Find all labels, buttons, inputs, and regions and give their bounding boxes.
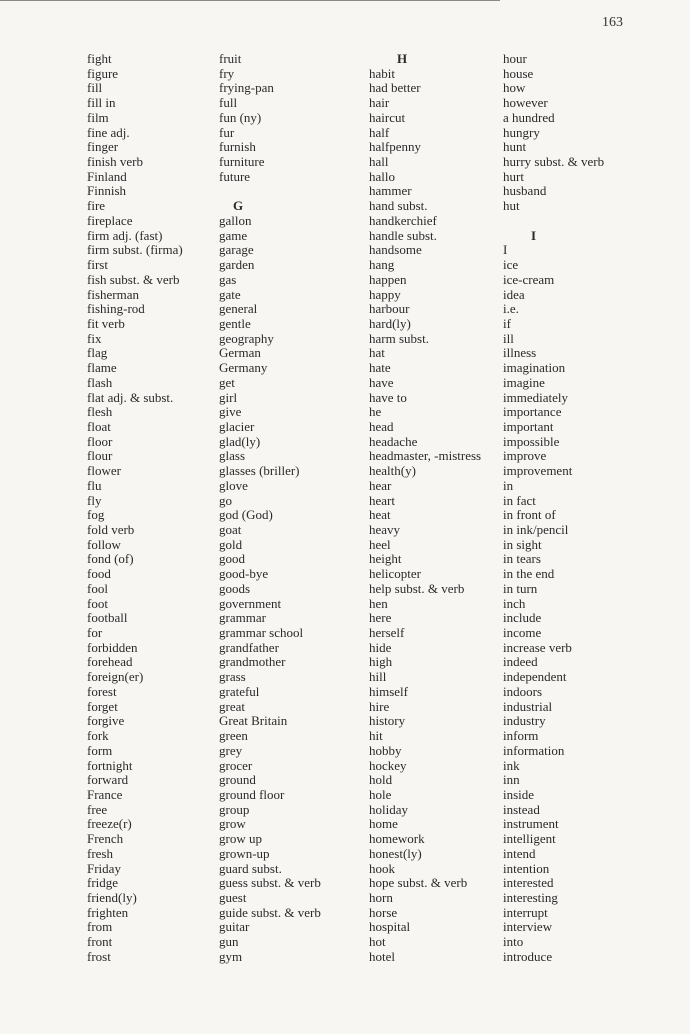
word-entry: headmaster, -mistress bbox=[369, 448, 482, 464]
word-entry: float bbox=[87, 418, 111, 434]
word-entry: Finland bbox=[87, 168, 127, 184]
word-entry: general bbox=[219, 301, 258, 317]
word-entry: flash bbox=[87, 374, 113, 390]
word-entry: hire bbox=[369, 698, 390, 714]
word-entry: glacier bbox=[219, 418, 255, 434]
word-entry: hit bbox=[369, 728, 383, 744]
word-entry: guide subst. & verb bbox=[219, 904, 321, 920]
word-entry: grey bbox=[219, 742, 243, 758]
word-entry: hope subst. & verb bbox=[369, 875, 468, 891]
word-entry: gate bbox=[219, 286, 241, 302]
word-entry: fond (of) bbox=[87, 551, 134, 567]
word-entry: geography bbox=[219, 330, 274, 346]
word-entry: future bbox=[219, 168, 251, 184]
word-entry: firm subst. (firma) bbox=[87, 242, 183, 258]
word-entry: great bbox=[219, 698, 245, 714]
spacer bbox=[503, 214, 604, 229]
word-entry: have to bbox=[369, 389, 407, 405]
word-entry: floor bbox=[87, 433, 113, 449]
word-entry: firm adj. (fast) bbox=[87, 227, 163, 243]
word-entry: improve bbox=[503, 448, 547, 464]
word-entry: goods bbox=[219, 580, 251, 596]
word-entry: get bbox=[219, 374, 235, 390]
word-entry: grow bbox=[219, 816, 246, 832]
word-entry: ill bbox=[503, 330, 514, 346]
word-entry: into bbox=[503, 934, 524, 950]
word-entry: freeze(r) bbox=[87, 816, 132, 832]
word-entry: history bbox=[369, 713, 406, 729]
word-entry: health(y) bbox=[369, 463, 416, 479]
word-entry: good-bye bbox=[219, 566, 269, 582]
word-entry: independent bbox=[503, 669, 567, 685]
word-entry: fry bbox=[219, 65, 235, 81]
top-rule bbox=[0, 0, 500, 1]
word-entry: furniture bbox=[219, 154, 265, 170]
word-entry: a hundred bbox=[503, 109, 555, 125]
word-entry: industrial bbox=[503, 698, 553, 714]
word-entry: importance bbox=[503, 404, 562, 420]
word-entry: himself bbox=[369, 683, 408, 699]
word-entry: fold verb bbox=[87, 522, 135, 537]
word-entry: fog bbox=[87, 507, 105, 523]
word-column-3 bbox=[369, 52, 481, 965]
word-entry: fix bbox=[87, 330, 102, 346]
word-entry: grow up bbox=[219, 831, 262, 847]
word-entry: garage bbox=[219, 242, 254, 258]
letter-heading bbox=[503, 229, 604, 244]
word-entry: ground bbox=[219, 772, 256, 788]
word-entry: imagine bbox=[503, 374, 545, 390]
word-entry: hammer bbox=[369, 183, 412, 199]
word-entry: fine adj. bbox=[87, 124, 130, 140]
word-entry: hen bbox=[369, 595, 388, 611]
word-entry: heavy bbox=[369, 522, 401, 537]
word-entry: grandmother bbox=[219, 654, 286, 670]
word-entry: hold bbox=[369, 772, 393, 788]
word-entry: gun bbox=[219, 934, 239, 950]
word-entry: inform bbox=[503, 728, 539, 744]
word-entry: halfpenny bbox=[369, 139, 421, 155]
word-entry: had better bbox=[369, 80, 421, 96]
word-entry: gas bbox=[219, 271, 237, 287]
word-entry: house bbox=[503, 65, 534, 81]
word-entry: fur bbox=[219, 124, 235, 140]
word-entry: hospital bbox=[369, 919, 411, 935]
word-entry: important bbox=[503, 418, 554, 434]
word-entry: fit verb bbox=[87, 315, 125, 331]
word-entry: group bbox=[219, 801, 250, 817]
word-entry: forest bbox=[87, 683, 117, 699]
word-column-1 bbox=[87, 52, 183, 965]
word-entry: how bbox=[503, 80, 526, 96]
word-entry: head bbox=[369, 418, 394, 434]
word-entry: grass bbox=[219, 669, 246, 685]
word-entry: in tears bbox=[503, 551, 541, 567]
word-entry: however bbox=[503, 95, 548, 111]
word-entry: he bbox=[369, 404, 382, 420]
word-entry: fill bbox=[87, 80, 103, 96]
word-entry: hand subst. bbox=[369, 198, 428, 214]
word-entry: hook bbox=[369, 860, 395, 876]
word-entry: intention bbox=[503, 860, 550, 876]
word-entry: film bbox=[87, 109, 109, 125]
word-entry: heart bbox=[369, 492, 395, 508]
word-entry: finger bbox=[87, 139, 119, 155]
letter-heading bbox=[369, 52, 481, 67]
word-entry: hurry subst. & verb bbox=[503, 154, 605, 170]
word-entry: helicopter bbox=[369, 566, 421, 582]
word-entry: husband bbox=[503, 183, 547, 199]
word-entry: frost bbox=[87, 948, 111, 964]
word-entry: frying-pan bbox=[219, 80, 274, 96]
word-entry: glass bbox=[219, 448, 245, 464]
word-entry: improvement bbox=[503, 463, 573, 479]
word-entry: idea bbox=[503, 286, 525, 302]
word-entry: hair bbox=[369, 95, 390, 111]
word-entry: holiday bbox=[369, 801, 408, 817]
word-entry: horn bbox=[369, 889, 393, 905]
word-entry: garden bbox=[219, 257, 255, 273]
word-entry: Germany bbox=[219, 360, 268, 376]
word-entry: Friday bbox=[87, 860, 121, 876]
word-entry: gold bbox=[219, 536, 243, 552]
word-entry: goat bbox=[219, 522, 242, 537]
word-entry: glad(ly) bbox=[219, 433, 261, 449]
word-entry: flour bbox=[87, 448, 113, 464]
word-entry: forward bbox=[87, 772, 129, 788]
word-entry: hot bbox=[369, 934, 386, 950]
word-entry: hole bbox=[369, 786, 392, 802]
word-entry: flesh bbox=[87, 404, 113, 420]
word-entry: intelligent bbox=[503, 831, 556, 847]
word-entry: hat bbox=[369, 345, 385, 361]
word-entry: glasses (briller) bbox=[219, 463, 300, 479]
word-entry: indeed bbox=[503, 654, 538, 670]
word-entry: flower bbox=[87, 463, 121, 479]
word-entry: indoors bbox=[503, 683, 542, 699]
word-entry: front bbox=[87, 934, 113, 950]
word-entry: in ink/pencil bbox=[503, 522, 569, 537]
word-entry: fisherman bbox=[87, 286, 139, 302]
word-entry: girl bbox=[219, 389, 238, 405]
word-entry: fishing-rod bbox=[87, 301, 145, 317]
word-entry: horse bbox=[369, 904, 398, 920]
word-entry: glove bbox=[219, 477, 248, 493]
word-entry: handle subst. bbox=[369, 227, 437, 243]
word-entry: interrupt bbox=[503, 904, 548, 920]
word-entry: honest(ly) bbox=[369, 845, 422, 861]
word-entry: foreign(er) bbox=[87, 669, 144, 685]
word-entry: fill in bbox=[87, 95, 116, 111]
word-entry: high bbox=[369, 654, 393, 670]
word-entry: German bbox=[219, 345, 261, 361]
word-entry: guitar bbox=[219, 919, 250, 935]
word-entry: hill bbox=[369, 669, 387, 685]
word-entry: forbidden bbox=[87, 639, 138, 655]
word-entry: gym bbox=[219, 948, 243, 964]
word-column-4 bbox=[503, 52, 604, 965]
word-column-2 bbox=[219, 52, 321, 965]
word-entry: interesting bbox=[503, 889, 558, 905]
word-entry: hard(ly) bbox=[369, 315, 411, 331]
word-entry: in sight bbox=[503, 536, 542, 552]
word-entry: food bbox=[87, 566, 111, 582]
word-entry: guard subst. bbox=[219, 860, 282, 876]
word-entry: hear bbox=[369, 477, 392, 493]
word-entry: grocer bbox=[219, 757, 253, 773]
word-entry: France bbox=[87, 786, 123, 802]
word-entry: grown-up bbox=[219, 845, 270, 861]
word-entry: have bbox=[369, 374, 394, 390]
word-entry: heat bbox=[369, 507, 391, 523]
word-entry: hall bbox=[369, 154, 389, 170]
word-entry: fight bbox=[87, 51, 112, 66]
word-entry: full bbox=[219, 95, 238, 111]
word-entry: handkerchief bbox=[369, 212, 437, 228]
letter-heading-text: H bbox=[397, 51, 408, 66]
word-entry: fire bbox=[87, 198, 106, 214]
word-entry: follow bbox=[87, 536, 121, 552]
word-entry: first bbox=[87, 257, 108, 273]
word-entry: instrument bbox=[503, 816, 559, 832]
word-entry: French bbox=[87, 831, 124, 847]
word-entry: free bbox=[87, 801, 108, 817]
letter-heading bbox=[219, 199, 321, 214]
word-entry: fresh bbox=[87, 845, 113, 861]
word-entry: instead bbox=[503, 801, 540, 817]
word-entry: hunt bbox=[503, 139, 527, 155]
word-entry: government bbox=[219, 595, 282, 611]
word-entry: height bbox=[369, 551, 402, 567]
word-entry: ice-cream bbox=[503, 271, 555, 287]
word-entry: form bbox=[87, 742, 113, 758]
word-entry: friend(ly) bbox=[87, 889, 137, 905]
word-entry: hide bbox=[369, 639, 392, 655]
letter-heading-text: G bbox=[233, 198, 244, 214]
word-entry: grammar school bbox=[219, 625, 304, 641]
spacer bbox=[219, 184, 321, 199]
word-entry: haircut bbox=[369, 109, 406, 125]
word-entry: in the end bbox=[503, 566, 555, 582]
word-entry: in turn bbox=[503, 580, 538, 596]
word-entry: ground floor bbox=[219, 786, 285, 802]
word-entry: harm subst. bbox=[369, 330, 429, 346]
word-entry: fork bbox=[87, 728, 109, 744]
word-entry: give bbox=[219, 404, 242, 420]
word-entry: homework bbox=[369, 831, 425, 847]
letter-heading-text: I bbox=[531, 227, 537, 243]
word-entry: fly bbox=[87, 492, 102, 508]
word-entry: hallo bbox=[369, 168, 395, 184]
word-entry: grammar bbox=[219, 610, 266, 626]
word-entry: guest bbox=[219, 889, 247, 905]
word-entry: intend bbox=[503, 845, 536, 861]
word-entry: interview bbox=[503, 919, 553, 935]
word-entry: game bbox=[219, 227, 248, 243]
word-entry: include bbox=[503, 610, 542, 626]
word-entry: from bbox=[87, 919, 113, 935]
word-entry: inch bbox=[503, 595, 526, 611]
word-entry: I bbox=[503, 242, 508, 258]
word-entry: flame bbox=[87, 360, 117, 376]
word-entry: flag bbox=[87, 345, 108, 361]
word-entry: foot bbox=[87, 595, 108, 611]
word-entry: gallon bbox=[219, 212, 252, 228]
word-entry: Great Britain bbox=[219, 713, 288, 729]
word-entry: hate bbox=[369, 360, 391, 376]
word-entry: hotel bbox=[369, 948, 395, 964]
word-entry: happen bbox=[369, 271, 407, 287]
word-entry: heel bbox=[369, 536, 391, 552]
word-entry: home bbox=[369, 816, 398, 832]
word-entry: half bbox=[369, 124, 390, 140]
word-entry: income bbox=[503, 625, 542, 641]
word-entry: figure bbox=[87, 65, 119, 81]
word-entry: fool bbox=[87, 580, 108, 596]
word-entry: interested bbox=[503, 875, 554, 891]
word-entry: forehead bbox=[87, 654, 133, 670]
word-entry: grandfather bbox=[219, 639, 279, 655]
page-number: 163 bbox=[602, 15, 623, 30]
word-entry: forget bbox=[87, 698, 118, 714]
word-entry: green bbox=[219, 728, 248, 744]
word-entry: if bbox=[503, 315, 511, 331]
word-entry: finish verb bbox=[87, 154, 143, 170]
word-entry: forgive bbox=[87, 713, 125, 729]
word-entry: immediately bbox=[503, 389, 568, 405]
word-entry: here bbox=[369, 610, 392, 626]
word-entry: fireplace bbox=[87, 212, 133, 228]
word-entry: fish subst. & verb bbox=[87, 271, 180, 287]
word-entry: hut bbox=[503, 198, 520, 214]
word-entry: i.e. bbox=[503, 301, 519, 317]
word-entry: grateful bbox=[219, 683, 260, 699]
word-entry: good bbox=[219, 551, 245, 567]
word-entry: hour bbox=[503, 51, 527, 66]
word-entry: help subst. & verb bbox=[369, 580, 465, 596]
word-entry: industry bbox=[503, 713, 546, 729]
word-entry: inside bbox=[503, 786, 535, 802]
word-entry: illness bbox=[503, 345, 537, 361]
word-entry: hurt bbox=[503, 168, 524, 184]
word-entry: introduce bbox=[503, 948, 553, 964]
word-entry: fruit bbox=[219, 51, 242, 66]
word-entry: football bbox=[87, 610, 128, 626]
word-entry: gentle bbox=[219, 315, 251, 331]
word-entry: in bbox=[503, 477, 514, 493]
word-entry: in fact bbox=[503, 492, 536, 508]
word-entry: information bbox=[503, 742, 565, 758]
word-entry: ice bbox=[503, 257, 519, 273]
word-entry: hang bbox=[369, 257, 395, 273]
word-entry: harbour bbox=[369, 301, 410, 317]
word-entry: increase verb bbox=[503, 639, 572, 655]
word-entry: fridge bbox=[87, 875, 119, 891]
word-entry: habit bbox=[369, 65, 395, 81]
word-entry: Finnish bbox=[87, 183, 127, 199]
word-entry: inn bbox=[503, 772, 520, 788]
word-entry: imagination bbox=[503, 360, 566, 376]
word-entry: happy bbox=[369, 286, 401, 302]
word-entry: flat adj. & subst. bbox=[87, 389, 174, 405]
word-entry: for bbox=[87, 625, 103, 641]
word-entry: handsome bbox=[369, 242, 422, 258]
word-entry: go bbox=[219, 492, 232, 508]
word-entry: herself bbox=[369, 625, 405, 641]
word-entry: in front of bbox=[503, 507, 556, 523]
word-entry: guess subst. & verb bbox=[219, 875, 321, 891]
word-entry: ink bbox=[503, 757, 520, 773]
word-entry: fortnight bbox=[87, 757, 133, 773]
word-entry: frighten bbox=[87, 904, 129, 920]
word-entry: fun (ny) bbox=[219, 109, 262, 125]
word-entry: furnish bbox=[219, 139, 256, 155]
word-entry: headache bbox=[369, 433, 418, 449]
word-entry: flu bbox=[87, 477, 102, 493]
word-entry: god (God) bbox=[219, 507, 273, 523]
word-entry: hungry bbox=[503, 124, 540, 140]
word-entry: impossible bbox=[503, 433, 560, 449]
word-entry: hobby bbox=[369, 742, 402, 758]
word-entry: hockey bbox=[369, 757, 407, 773]
